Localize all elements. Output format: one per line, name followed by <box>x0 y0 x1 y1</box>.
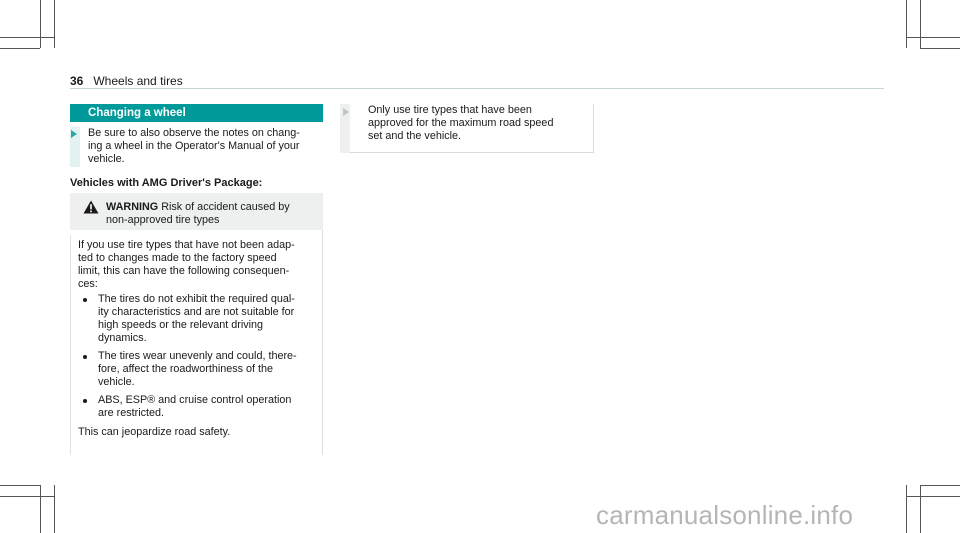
warning-triangle-icon <box>83 200 99 214</box>
crop-mark <box>920 485 960 486</box>
bullet-dot <box>83 355 87 359</box>
step-text-line: vehicle. <box>88 153 125 165</box>
text-line: The tires wear unevenly and could, there- <box>98 350 297 362</box>
crop-mark <box>0 496 54 497</box>
text-line: fore, affect the roadworthiness of the <box>98 363 274 375</box>
list-item <box>78 293 318 345</box>
warning-outro: This can jeopardize road safety. <box>78 426 231 438</box>
crop-mark <box>40 0 41 48</box>
step-text-line: Only use tire types that have been <box>368 104 532 116</box>
warning-header <box>70 193 323 230</box>
warning-title-text: Risk of accident caused by <box>161 201 290 213</box>
step-text <box>368 104 588 143</box>
arrow-right-icon <box>343 108 349 116</box>
page-number: 36 <box>70 74 84 88</box>
watermark-text: carmanualsonline.info <box>596 500 854 530</box>
crop-mark <box>906 0 907 48</box>
crop-mark <box>0 37 54 38</box>
crop-mark <box>906 37 960 38</box>
bullet-dot <box>83 399 87 403</box>
text-line: If you use tire types that have not been adap- <box>78 239 295 251</box>
warning-title-line <box>106 201 290 213</box>
text-line: vehicle. <box>98 376 135 388</box>
warning-label: WARNING <box>106 201 159 213</box>
page-header <box>70 74 183 88</box>
step-text-line: ing a wheel in the Operator's Manual of your <box>88 140 300 152</box>
warning-body <box>78 239 318 439</box>
crop-mark <box>40 485 41 533</box>
arrow-right-icon <box>71 130 77 138</box>
step-text-line: approved for the maximum road speed <box>368 117 554 129</box>
text-line: The tires do not exhibit the required qual- <box>98 293 295 305</box>
crop-mark <box>0 485 40 486</box>
text-line: are restricted. <box>98 407 165 419</box>
crop-mark <box>906 485 907 533</box>
section-title-bar <box>70 104 323 122</box>
text-line: ces: <box>78 278 98 290</box>
crop-mark <box>920 0 921 48</box>
bullet-dot <box>83 298 87 302</box>
warning-box <box>70 193 323 455</box>
crop-mark <box>920 48 960 49</box>
step-text <box>88 127 323 166</box>
subheading: Vehicles with AMG Driver's Package: <box>70 177 263 189</box>
list-item <box>78 350 318 389</box>
header-section-title: Wheels and tires <box>93 74 183 88</box>
header-divider <box>70 88 884 89</box>
crop-mark <box>0 48 40 49</box>
crop-mark <box>54 0 55 48</box>
warning-title-line: non-approved tire types <box>106 214 220 226</box>
step-text-line: Be sure to also observe the notes on chang- <box>88 127 300 139</box>
instruction-step <box>70 127 323 167</box>
crop-mark <box>54 485 55 533</box>
step-text-line: set and the vehicle. <box>368 130 462 142</box>
text-line: ity characteristics and are not suitable for <box>98 306 295 318</box>
text-line: ABS, ESP® and cruise control operation <box>98 394 292 406</box>
text-line: high speeds or the relevant driving <box>98 319 264 331</box>
instruction-step-box <box>340 104 594 153</box>
warning-bullet-list <box>78 293 318 420</box>
warning-box-left-rule <box>70 235 71 455</box>
crop-mark <box>920 485 921 533</box>
text-line: limit, this can have the following consequen- <box>78 265 290 277</box>
warning-intro <box>78 239 318 291</box>
text-line: ted to changes made to the factory speed <box>78 252 277 264</box>
crop-mark <box>906 496 960 497</box>
section-title: Changing a wheel <box>88 107 186 119</box>
list-item <box>78 394 318 420</box>
text-line: dynamics. <box>98 332 147 344</box>
